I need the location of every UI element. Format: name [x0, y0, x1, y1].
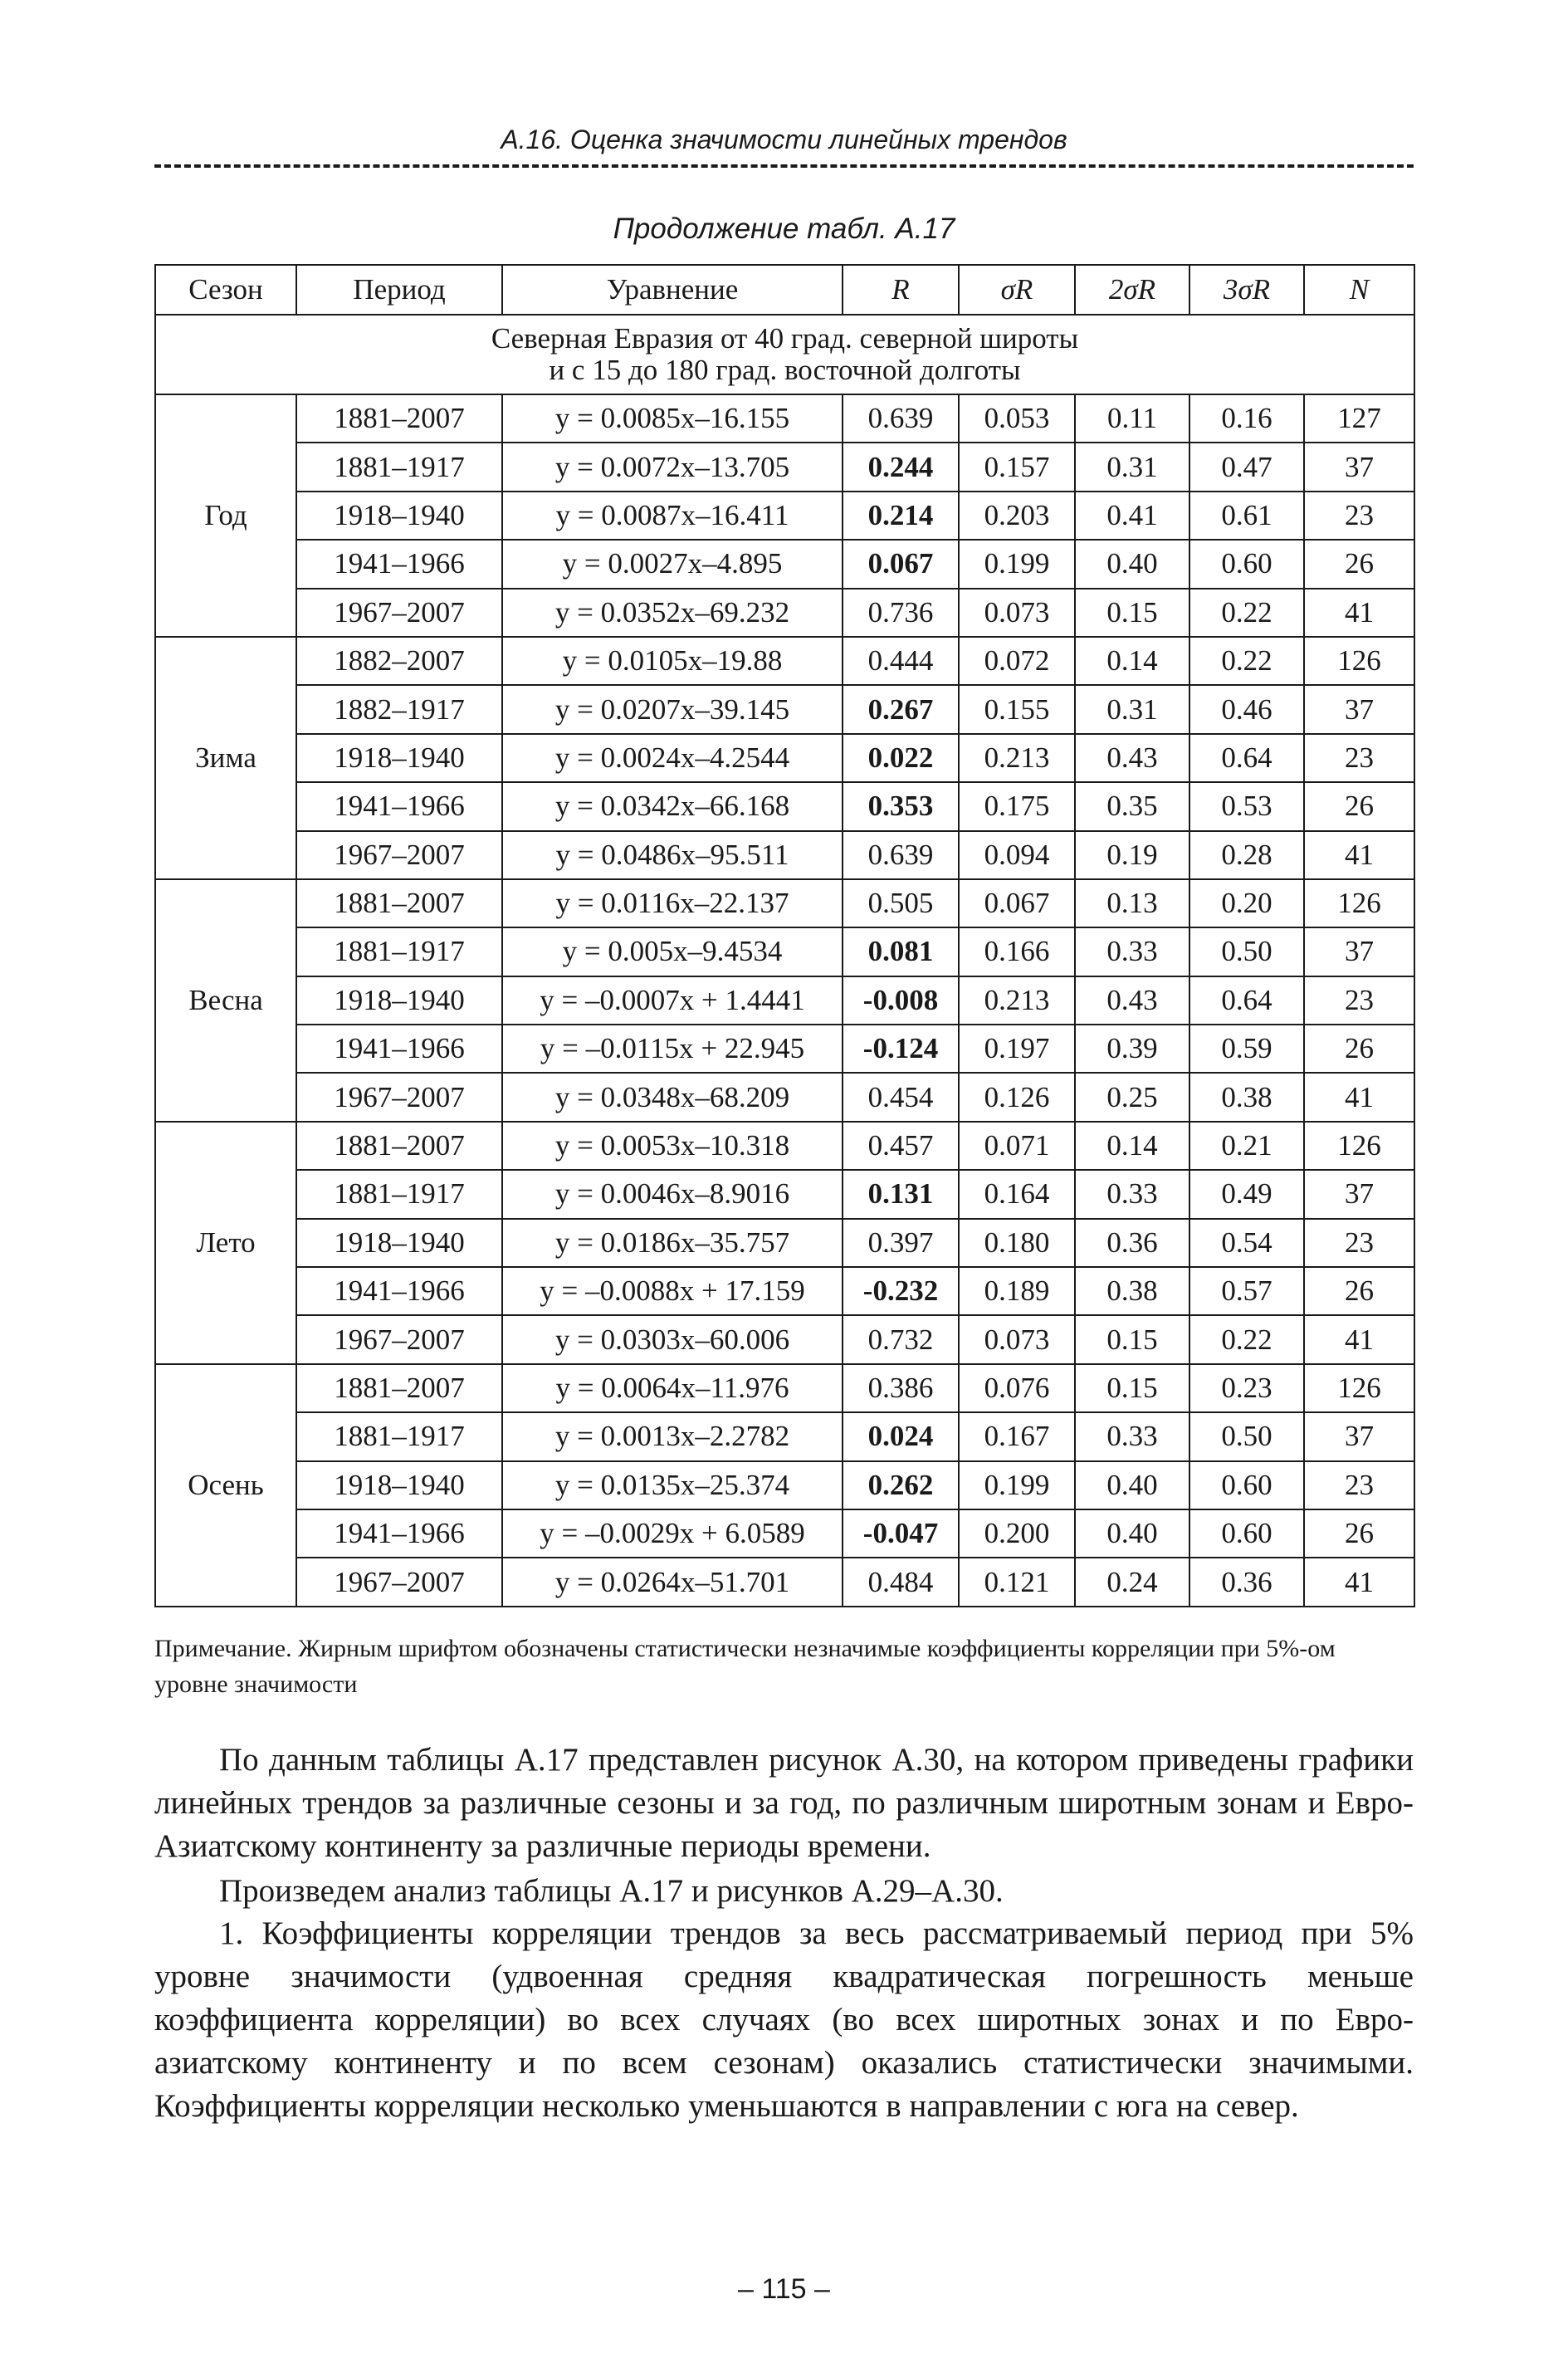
r-cell: 0.454	[843, 1073, 959, 1121]
r-cell: 0.131	[843, 1170, 959, 1218]
r-cell: 0.505	[843, 879, 959, 927]
n-cell: 126	[1304, 1122, 1414, 1170]
region-line-1: Северная Евразия от 40 град. северной широты	[491, 322, 1079, 355]
3sigma-r-cell: 0.61	[1189, 492, 1304, 540]
period-cell: 1881–1917	[296, 1412, 502, 1460]
2sigma-r-cell: 0.33	[1075, 1170, 1189, 1218]
region-row	[155, 315, 1414, 394]
r-cell: 0.457	[843, 1122, 959, 1170]
n-cell: 26	[1304, 1267, 1414, 1315]
2sigma-r-cell: 0.15	[1075, 589, 1189, 637]
3sigma-r-cell: 0.36	[1189, 1558, 1304, 1606]
table-row	[155, 1315, 1414, 1363]
3sigma-r-cell: 0.50	[1189, 927, 1304, 976]
header-2sigma-r: 2σR	[1075, 265, 1189, 315]
period-cell: 1918–1940	[296, 1461, 502, 1509]
table-note: Примечание. Жирным шрифтом обозначены статистически незначимые коэффициенты корреляции при 5%-ом уровне значимости	[154, 1635, 1336, 1698]
table-row	[155, 540, 1414, 588]
period-cell: 1881–2007	[296, 1122, 502, 1170]
header-3sigma-r: 3σR	[1189, 265, 1304, 315]
equation-cell: y = 0.0027x–4.895	[502, 540, 843, 588]
equation-cell: y = 0.0064x–11.976	[502, 1364, 843, 1412]
2sigma-r-cell: 0.33	[1075, 927, 1189, 976]
data-table	[154, 264, 1415, 1607]
period-cell: 1918–1940	[296, 492, 502, 540]
3sigma-r-cell: 0.60	[1189, 1461, 1304, 1509]
equation-cell: y = 0.0264x–51.701	[502, 1558, 843, 1606]
sigma-r-cell: 0.197	[959, 1025, 1075, 1073]
n-cell: 41	[1304, 1073, 1414, 1121]
table-row	[155, 782, 1414, 830]
2sigma-r-cell: 0.40	[1075, 1461, 1189, 1509]
equation-cell: y = 0.0186x–35.757	[502, 1219, 843, 1267]
2sigma-r-cell: 0.31	[1075, 443, 1189, 491]
period-cell: 1967–2007	[296, 1073, 502, 1121]
table-header-row	[155, 265, 1414, 315]
3sigma-r-cell: 0.64	[1189, 734, 1304, 782]
n-cell: 126	[1304, 1364, 1414, 1412]
equation-cell: y = 0.0087x–16.411	[502, 492, 843, 540]
sigma-r-cell: 0.180	[959, 1219, 1075, 1267]
n-cell: 26	[1304, 540, 1414, 588]
equation-cell: y = 0.0207x–39.145	[502, 685, 843, 733]
equation-cell: y = 0.0348x–68.209	[502, 1073, 843, 1121]
2sigma-r-cell: 0.39	[1075, 1025, 1189, 1073]
table-row	[155, 1412, 1414, 1460]
table-row	[155, 1073, 1414, 1121]
header-divider	[154, 164, 1414, 168]
equation-cell: y = 0.0053x–10.318	[502, 1122, 843, 1170]
sigma-r-cell: 0.199	[959, 540, 1075, 588]
period-cell: 1967–2007	[296, 589, 502, 637]
equation-cell: y = 0.0046x–8.9016	[502, 1170, 843, 1218]
3sigma-r-cell: 0.60	[1189, 1509, 1304, 1558]
3sigma-r-cell: 0.60	[1189, 540, 1304, 588]
period-cell: 1967–2007	[296, 1315, 502, 1363]
sigma-r-cell: 0.189	[959, 1267, 1075, 1315]
n-cell: 41	[1304, 1558, 1414, 1606]
n-cell: 23	[1304, 734, 1414, 782]
n-cell: 23	[1304, 492, 1414, 540]
table-row	[155, 1461, 1414, 1509]
n-cell: 41	[1304, 1315, 1414, 1363]
2sigma-r-cell: 0.35	[1075, 782, 1189, 830]
sigma-r-cell: 0.076	[959, 1364, 1075, 1412]
table-row	[155, 1219, 1414, 1267]
r-cell: 0.732	[843, 1315, 959, 1363]
header-r: R	[843, 265, 959, 315]
table-row	[155, 1509, 1414, 1558]
r-cell: 0.484	[843, 1558, 959, 1606]
table-row	[155, 492, 1414, 540]
2sigma-r-cell: 0.41	[1075, 492, 1189, 540]
2sigma-r-cell: 0.14	[1075, 637, 1189, 685]
season-cell: Лето	[155, 1122, 296, 1364]
period-cell: 1967–2007	[296, 831, 502, 879]
period-cell: 1918–1940	[296, 976, 502, 1025]
table-row	[155, 976, 1414, 1025]
3sigma-r-cell: 0.54	[1189, 1219, 1304, 1267]
3sigma-r-cell: 0.23	[1189, 1364, 1304, 1412]
sigma-r-cell: 0.164	[959, 1170, 1075, 1218]
sigma-r-cell: 0.203	[959, 492, 1075, 540]
running-head: А.16. Оценка значимости линейных трендов	[501, 125, 1067, 154]
3sigma-r-cell: 0.22	[1189, 589, 1304, 637]
table-row	[155, 831, 1414, 879]
equation-cell: y = –0.0115x + 22.945	[502, 1025, 843, 1073]
equation-cell: y = –0.0029x + 6.0589	[502, 1509, 843, 1558]
2sigma-r-cell: 0.40	[1075, 1509, 1189, 1558]
period-cell: 1882–2007	[296, 637, 502, 685]
sigma-r-cell: 0.073	[959, 589, 1075, 637]
3sigma-r-cell: 0.16	[1189, 394, 1304, 443]
table-row	[155, 637, 1414, 685]
3sigma-r-cell: 0.46	[1189, 685, 1304, 733]
sigma-r-cell: 0.073	[959, 1315, 1075, 1363]
period-cell: 1918–1940	[296, 1219, 502, 1267]
period-cell: 1941–1966	[296, 1025, 502, 1073]
n-cell: 41	[1304, 589, 1414, 637]
n-cell: 26	[1304, 1509, 1414, 1558]
2sigma-r-cell: 0.15	[1075, 1364, 1189, 1412]
r-cell: 0.244	[843, 443, 959, 491]
table-row	[155, 1558, 1414, 1606]
equation-cell: y = 0.0486x–95.511	[502, 831, 843, 879]
equation-cell: y = 0.0105x–19.88	[502, 637, 843, 685]
sigma-r-cell: 0.166	[959, 927, 1075, 976]
r-cell: 0.022	[843, 734, 959, 782]
3sigma-r-cell: 0.38	[1189, 1073, 1304, 1121]
sigma-r-cell: 0.072	[959, 637, 1075, 685]
period-cell: 1941–1966	[296, 1509, 502, 1558]
n-cell: 37	[1304, 1170, 1414, 1218]
r-cell: -0.008	[843, 976, 959, 1025]
3sigma-r-cell: 0.21	[1189, 1122, 1304, 1170]
period-cell: 1881–2007	[296, 1364, 502, 1412]
period-cell: 1882–1917	[296, 685, 502, 733]
n-cell: 37	[1304, 1412, 1414, 1460]
header-n: N	[1304, 265, 1414, 315]
3sigma-r-cell: 0.50	[1189, 1412, 1304, 1460]
period-cell: 1941–1966	[296, 1267, 502, 1315]
body-paragraph-2: Произведем анализ таблицы А.17 и рисунков А.29–А.30.	[219, 1873, 1004, 1909]
period-cell: 1881–2007	[296, 879, 502, 927]
2sigma-r-cell: 0.24	[1075, 1558, 1189, 1606]
sigma-r-cell: 0.121	[959, 1558, 1075, 1606]
n-cell: 41	[1304, 831, 1414, 879]
r-cell: 0.397	[843, 1219, 959, 1267]
n-cell: 37	[1304, 443, 1414, 491]
sigma-r-cell: 0.199	[959, 1461, 1075, 1509]
r-cell: 0.081	[843, 927, 959, 976]
2sigma-r-cell: 0.43	[1075, 734, 1189, 782]
n-cell: 23	[1304, 1461, 1414, 1509]
period-cell: 1918–1940	[296, 734, 502, 782]
table-row	[155, 1170, 1414, 1218]
sigma-r-cell: 0.200	[959, 1509, 1075, 1558]
season-cell: Осень	[155, 1364, 296, 1607]
r-cell: 0.214	[843, 492, 959, 540]
2sigma-r-cell: 0.43	[1075, 976, 1189, 1025]
r-cell: -0.124	[843, 1025, 959, 1073]
period-cell: 1967–2007	[296, 1558, 502, 1606]
sigma-r-cell: 0.167	[959, 1412, 1075, 1460]
3sigma-r-cell: 0.49	[1189, 1170, 1304, 1218]
n-cell: 37	[1304, 927, 1414, 976]
n-cell: 23	[1304, 976, 1414, 1025]
page-number: – 115 –	[738, 2273, 830, 2305]
period-cell: 1881–1917	[296, 927, 502, 976]
table-row	[155, 1122, 1414, 1170]
n-cell: 23	[1304, 1219, 1414, 1267]
equation-cell: y = –0.0007x + 1.4441	[502, 976, 843, 1025]
n-cell: 126	[1304, 637, 1414, 685]
equation-cell: y = 0.0072x–13.705	[502, 443, 843, 491]
3sigma-r-cell: 0.59	[1189, 1025, 1304, 1073]
sigma-r-cell: 0.094	[959, 831, 1075, 879]
header-season: Сезон	[155, 265, 296, 315]
body-paragraph-1: По данным таблицы А.17 представлен рисунок А.30, на котором приведены графики линейных трендов за различные сезоны и за год, по различным широтным зонам и Евро-Азиатскому континенту за различные периоды времени.	[154, 1742, 1414, 1864]
2sigma-r-cell: 0.36	[1075, 1219, 1189, 1267]
sigma-r-cell: 0.067	[959, 879, 1075, 927]
season-cell: Зима	[155, 637, 296, 879]
sigma-r-cell: 0.175	[959, 782, 1075, 830]
region-line-2: и с 15 до 180 град. восточной долготы	[549, 354, 1021, 386]
equation-cell: y = 0.0085x–16.155	[502, 394, 843, 443]
2sigma-r-cell: 0.31	[1075, 685, 1189, 733]
r-cell: 0.639	[843, 831, 959, 879]
2sigma-r-cell: 0.11	[1075, 394, 1189, 443]
r-cell: 0.262	[843, 1461, 959, 1509]
table-row	[155, 685, 1414, 733]
header-equation: Уравнение	[502, 265, 843, 315]
equation-cell: y = 0.0116x–22.137	[502, 879, 843, 927]
r-cell: 0.639	[843, 394, 959, 443]
equation-cell: y = 0.0303x–60.006	[502, 1315, 843, 1363]
sigma-r-cell: 0.071	[959, 1122, 1075, 1170]
period-cell: 1941–1966	[296, 782, 502, 830]
n-cell: 26	[1304, 1025, 1414, 1073]
period-cell: 1941–1966	[296, 540, 502, 588]
region-cell	[155, 315, 1414, 394]
equation-cell: y = 0.0135x–25.374	[502, 1461, 843, 1509]
table-row	[155, 734, 1414, 782]
equation-cell: y = 0.0024x–4.2544	[502, 734, 843, 782]
table-caption: Продолжение табл. А.17	[613, 213, 955, 245]
r-cell: 0.444	[843, 637, 959, 685]
equation-cell: y = 0.005x–9.4534	[502, 927, 843, 976]
r-cell: 0.024	[843, 1412, 959, 1460]
equation-cell: y = 0.0352x–69.232	[502, 589, 843, 637]
equation-cell: y = 0.0342x–66.168	[502, 782, 843, 830]
sigma-r-cell: 0.213	[959, 976, 1075, 1025]
equation-cell: y = –0.0088x + 17.159	[502, 1267, 843, 1315]
r-cell: 0.353	[843, 782, 959, 830]
table-row	[155, 1025, 1414, 1073]
r-cell: 0.736	[843, 589, 959, 637]
2sigma-r-cell: 0.19	[1075, 831, 1189, 879]
3sigma-r-cell: 0.28	[1189, 831, 1304, 879]
3sigma-r-cell: 0.53	[1189, 782, 1304, 830]
r-cell: 0.067	[843, 540, 959, 588]
season-cell: Год	[155, 394, 296, 637]
body-paragraph-3: 1. Коэффициенты корреляции трендов за весь рассматриваемый период при 5% уровне значимости (удвоенная средняя квадратическая погрешность меньше коэффициента корреляции) во всех случаях (во всех широтных зонах и по Евро-азиатскому континенту и по всем сезонам) оказались статистически значимыми. Коэффициенты корреляции несколько уменьшаются в направлении с юга на север.	[154, 1915, 1414, 2124]
2sigma-r-cell: 0.38	[1075, 1267, 1189, 1315]
table-row	[155, 443, 1414, 491]
3sigma-r-cell: 0.22	[1189, 1315, 1304, 1363]
season-cell: Весна	[155, 879, 296, 1122]
table-row	[155, 879, 1414, 927]
r-cell: 0.386	[843, 1364, 959, 1412]
sigma-r-cell: 0.157	[959, 443, 1075, 491]
sigma-r-cell: 0.053	[959, 394, 1075, 443]
2sigma-r-cell: 0.33	[1075, 1412, 1189, 1460]
n-cell: 126	[1304, 879, 1414, 927]
equation-cell: y = 0.0013x–2.2782	[502, 1412, 843, 1460]
r-cell: 0.267	[843, 685, 959, 733]
table-row	[155, 927, 1414, 976]
sigma-r-cell: 0.213	[959, 734, 1075, 782]
period-cell: 1881–1917	[296, 443, 502, 491]
3sigma-r-cell: 0.20	[1189, 879, 1304, 927]
2sigma-r-cell: 0.25	[1075, 1073, 1189, 1121]
table-row	[155, 589, 1414, 637]
n-cell: 37	[1304, 685, 1414, 733]
r-cell: -0.232	[843, 1267, 959, 1315]
3sigma-r-cell: 0.64	[1189, 976, 1304, 1025]
n-cell: 127	[1304, 394, 1414, 443]
header-period: Период	[296, 265, 502, 315]
r-cell: -0.047	[843, 1509, 959, 1558]
table-row	[155, 1364, 1414, 1412]
3sigma-r-cell: 0.57	[1189, 1267, 1304, 1315]
2sigma-r-cell: 0.13	[1075, 879, 1189, 927]
2sigma-r-cell: 0.14	[1075, 1122, 1189, 1170]
period-cell: 1881–2007	[296, 394, 502, 443]
3sigma-r-cell: 0.47	[1189, 443, 1304, 491]
period-cell: 1881–1917	[296, 1170, 502, 1218]
table-row	[155, 1267, 1414, 1315]
2sigma-r-cell: 0.40	[1075, 540, 1189, 588]
header-sigma-r: σR	[959, 265, 1075, 315]
2sigma-r-cell: 0.15	[1075, 1315, 1189, 1363]
n-cell: 26	[1304, 782, 1414, 830]
table-row	[155, 394, 1414, 443]
sigma-r-cell: 0.126	[959, 1073, 1075, 1121]
3sigma-r-cell: 0.22	[1189, 637, 1304, 685]
sigma-r-cell: 0.155	[959, 685, 1075, 733]
